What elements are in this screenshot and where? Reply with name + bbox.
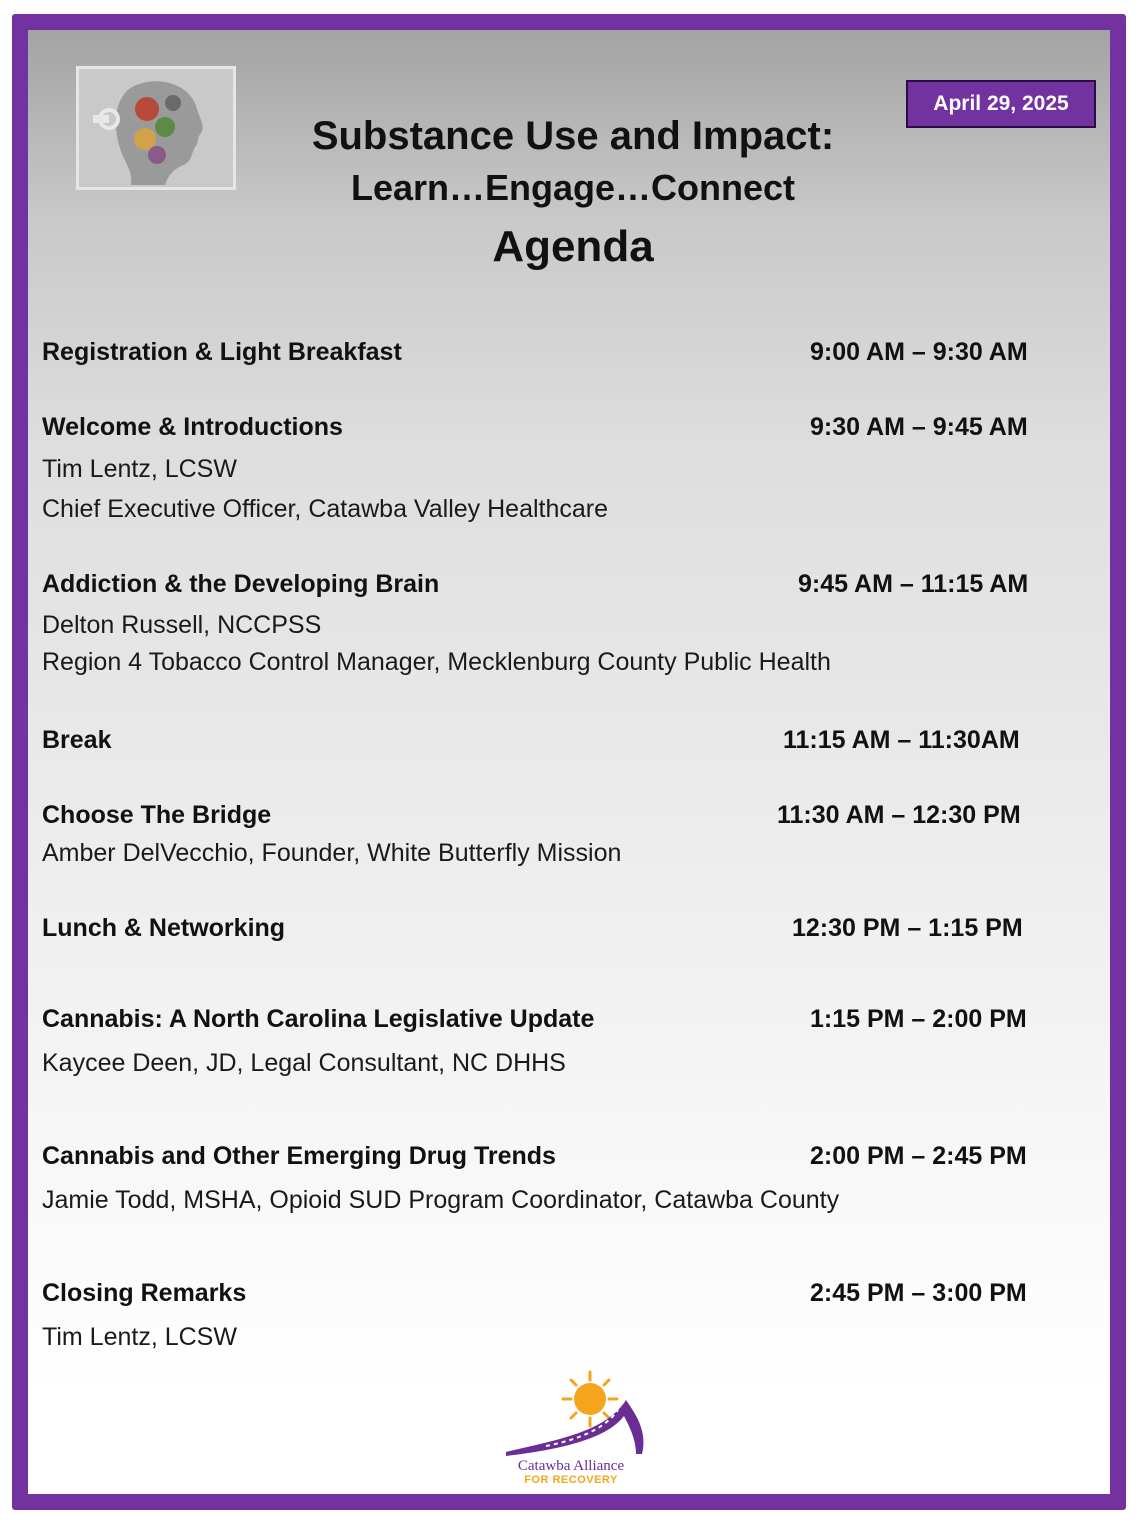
session-title: Registration & Light Breakfast	[42, 338, 402, 366]
session-time: 2:45 PM – 3:00 PM	[810, 1279, 1027, 1307]
session-time: 9:00 AM – 9:30 AM	[810, 338, 1028, 366]
event-title: Substance Use and Impact:	[311, 114, 835, 158]
speaker-name: Tim Lentz, LCSW	[42, 455, 237, 483]
session-time: 1:15 PM – 2:00 PM	[810, 1005, 1027, 1033]
speaker-name: Kaycee Deen, JD, Legal Consultant, NC DHHS	[42, 1049, 566, 1077]
speaker-role: Chief Executive Officer, Catawba Valley Healthcare	[42, 495, 609, 523]
session-title: Closing Remarks	[42, 1279, 247, 1307]
session-time: 2:00 PM – 2:45 PM	[810, 1142, 1027, 1170]
sun-path-logo-icon	[476, 1360, 666, 1460]
session-title: Lunch & Networking	[42, 914, 286, 942]
event-subtitle: Learn…Engage…Connect	[350, 167, 796, 208]
session-time: 9:45 AM – 11:15 AM	[798, 570, 1029, 598]
session-title: Choose The Bridge	[42, 801, 272, 829]
session-time: 12:30 PM – 1:15 PM	[792, 914, 1023, 942]
agenda-heading: Agenda	[492, 222, 654, 271]
session-time: 11:15 AM – 11:30AM	[783, 726, 1020, 754]
session-title: Cannabis and Other Emerging Drug Trends	[42, 1142, 556, 1170]
logo-name: Catawba Alliance	[517, 1458, 625, 1474]
session-time: 9:30 AM – 9:45 AM	[810, 413, 1028, 441]
speaker-name: Amber DelVecchio, Founder, White Butterfly Mission	[42, 839, 622, 867]
session-title: Cannabis: A North Carolina Legislative Update	[42, 1005, 595, 1033]
speaker-role: Region 4 Tobacco Control Manager, Mecklenburg County Public Health	[42, 648, 831, 676]
brain-collage-image	[76, 66, 236, 190]
event-date-badge: April 29, 2025	[906, 80, 1096, 128]
head-profile-icon	[79, 69, 233, 187]
speaker-name: Jamie Todd, MSHA, Opioid SUD Program Coordinator, Catawba County	[42, 1186, 840, 1214]
session-title: Break	[42, 726, 112, 754]
session-title: Addiction & the Developing Brain	[42, 570, 440, 598]
session-time: 11:30 AM – 12:30 PM	[777, 801, 1021, 829]
catawba-alliance-logo	[476, 1360, 666, 1494]
logo-tagline: FOR RECOVERY	[524, 1474, 618, 1486]
session-title: Welcome & Introductions	[42, 413, 343, 441]
speaker-name: Delton Russell, NCCPSS	[42, 611, 322, 639]
speaker-name: Tim Lentz, LCSW	[42, 1323, 237, 1351]
agenda-frame	[12, 14, 1126, 1510]
